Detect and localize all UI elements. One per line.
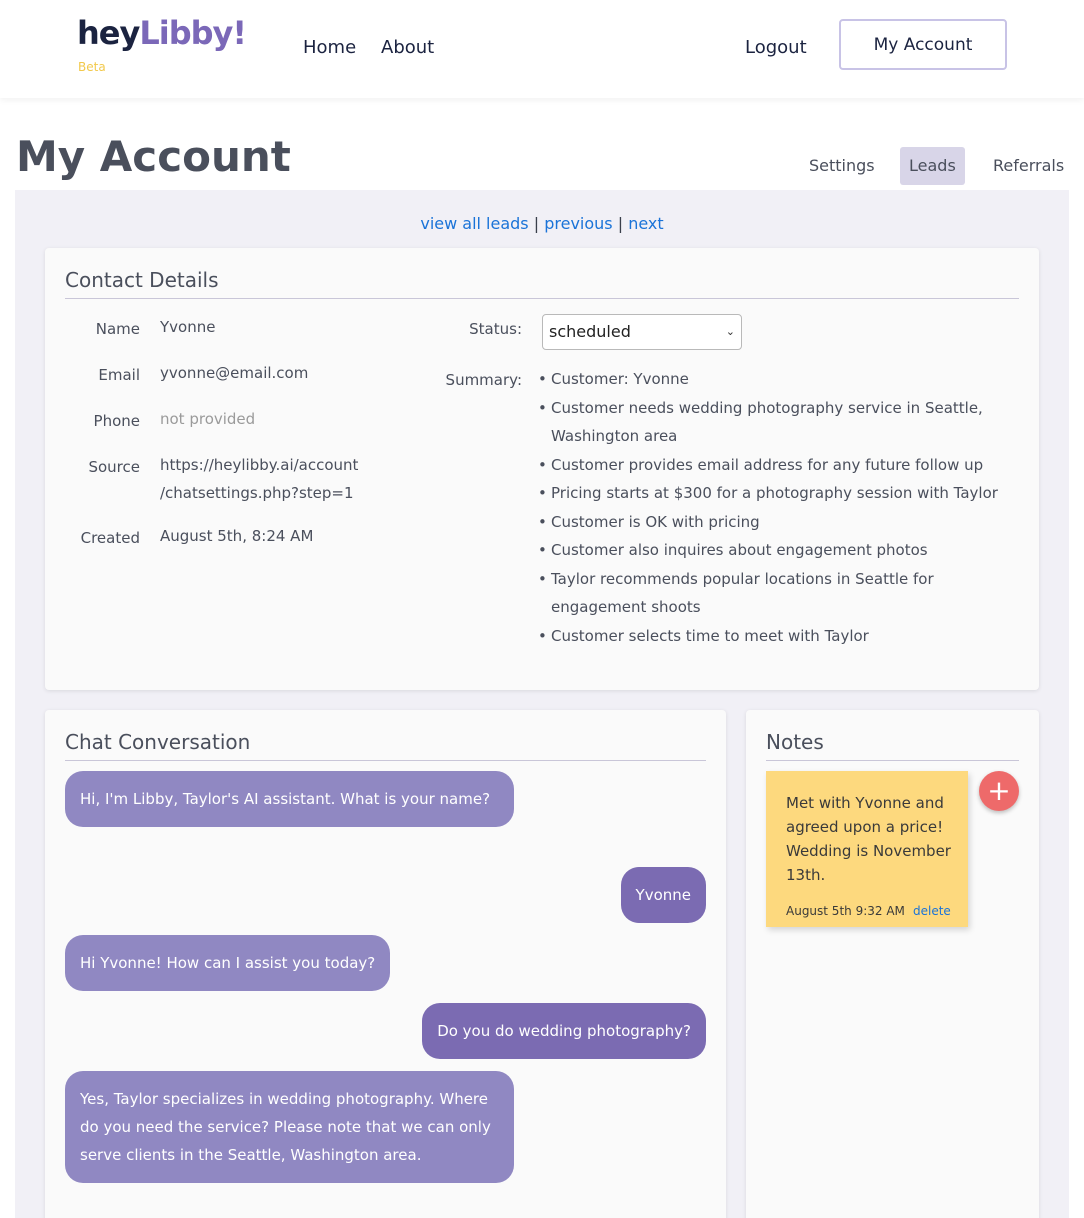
name-label: Name [95,320,140,338]
note-delete-link[interactable]: delete [913,904,951,918]
summary-item: • Pricing starts at $300 for a photography session with Taylor [535,479,1005,508]
pager-separator: | [617,214,624,233]
summary-item: • Customer needs wedding photography service in Seattle, Washington area [535,394,1005,451]
chat-bubble-user: Yvonne [621,867,706,923]
notes-title: Notes [766,730,824,754]
summary-label: Summary: [445,371,522,389]
status-label: Status: [469,320,522,338]
top-header [0,0,1084,98]
email-value: yvonne@email.com [160,364,309,382]
plus-icon: + [987,774,1011,807]
source-value-line2: /chatsettings.php?step=1 [160,484,354,502]
name-value: Yvonne [160,318,216,336]
status-selected-value: scheduled [549,322,631,341]
logout-link[interactable]: Logout [745,37,807,58]
chat-title: Chat Conversation [65,730,251,754]
summary-item: • Customer also inquires about engagement photos [535,536,1005,565]
add-note-button[interactable] [979,771,1019,811]
status-select[interactable] [542,314,742,350]
tab-referrals[interactable]: Referrals [993,156,1065,175]
divider [65,298,1019,299]
summary-item: • Customer is OK with pricing [535,508,1005,537]
previous-link[interactable]: previous [544,214,613,233]
nav-about[interactable]: About [381,37,435,58]
contact-details-title: Contact Details [65,268,219,292]
summary-item: • Customer provides email address for any future follow up [535,451,1005,480]
tab-leads[interactable]: Leads [900,147,965,185]
pager-separator: | [533,214,540,233]
chevron-down-icon: ⌄ [725,325,735,338]
created-value: August 5th, 8:24 AM [160,527,314,545]
created-label: Created [80,529,140,547]
beta-label: Beta [78,60,106,74]
nav-home[interactable]: Home [303,37,357,58]
view-all-leads-link[interactable]: view all leads [420,214,529,233]
content-area [15,190,1069,1218]
chat-bubble-bot: Hi Yvonne! How can I assist you today? [65,935,390,991]
chat-bubble-bot: Hi, I'm Libby, Taylor's AI assistant. What is your name? [65,771,514,827]
tab-settings[interactable]: Settings [809,156,875,175]
source-value-line1: https://heylibby.ai/account [160,456,359,474]
divider [65,760,706,761]
page-title: My Account [16,132,291,181]
logo-hey: hey [77,14,140,52]
email-label: Email [98,366,140,384]
logo-libby: Libby! [139,14,246,52]
notes-card [746,710,1039,1218]
note-item [766,771,968,927]
note-date: August 5th 9:32 AM [786,904,905,918]
summary-item: • Customer selects time to meet with Taylor [535,622,1005,651]
next-link[interactable]: next [628,214,664,233]
chat-bubble-user: Do you do wedding photography? [422,1003,706,1059]
divider [766,760,1019,761]
phone-value: not provided [160,410,256,428]
lead-pager [15,214,1069,233]
phone-label: Phone [93,412,140,430]
summary-list [535,365,1005,650]
chat-conversation-card [45,710,726,1218]
logo[interactable] [77,14,246,52]
contact-details-card [45,248,1039,690]
source-label: Source [88,458,140,476]
note-text: Met with Yvonne and agreed upon a price! Wedding is November 13th. [786,794,951,884]
summary-item: • Taylor recommends popular locations in Seattle for engagement shoots [535,565,1005,622]
summary-item: • Customer: Yvonne [535,365,1005,394]
my-account-button[interactable]: My Account [839,19,1007,70]
chat-bubble-bot: Yes, Taylor specializes in wedding photography. Where do you need the service? Please note that we can only serve clients in the Seattle, Washington area. [65,1071,514,1183]
